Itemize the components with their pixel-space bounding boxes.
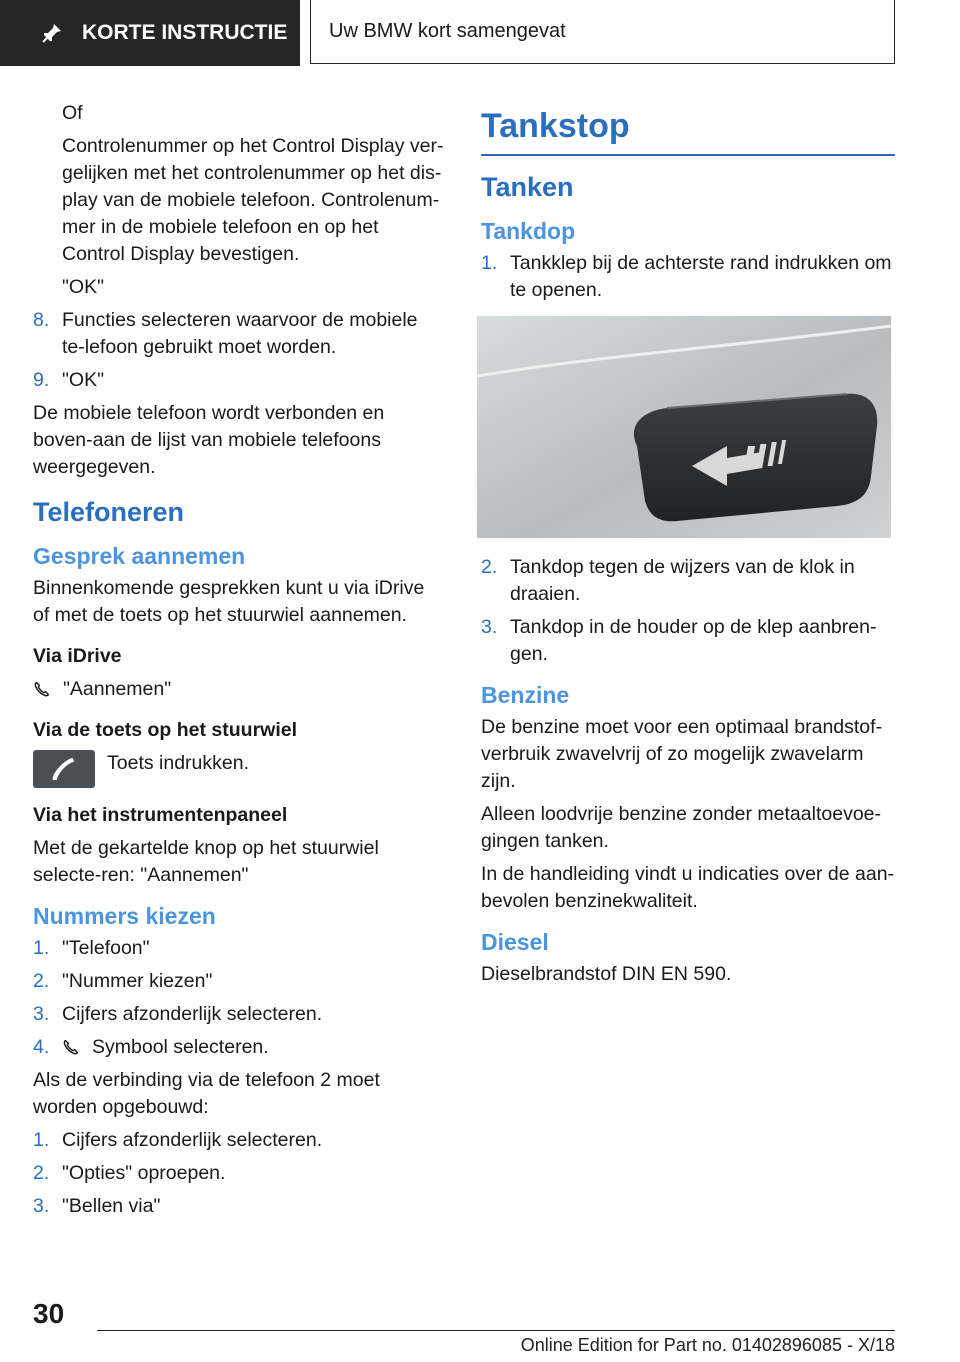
fuel-flap-photo xyxy=(477,316,891,538)
list-item xyxy=(481,554,895,608)
heading-nummers-kiezen: Nummers kiezen xyxy=(33,903,216,929)
step-text: Cijfers afzonderlijk selecteren. xyxy=(62,1129,323,1151)
of-text: Of xyxy=(62,102,83,124)
list-item xyxy=(33,1034,445,1061)
left-column xyxy=(33,100,445,1226)
diesel-paragraph: Dieselbrandstof DIN EN 590. xyxy=(481,963,732,985)
steering-phone-button-icon xyxy=(33,750,95,788)
step-text: "Nummer kiezen" xyxy=(62,970,213,992)
benzine-paragraph-3: In de handleiding vindt u indicaties over de aan-bevolen benzinekwaliteit. xyxy=(481,863,895,912)
step-number: 1. xyxy=(33,1129,50,1151)
step-text-with-icon xyxy=(62,1034,269,1061)
phone-icon xyxy=(62,1038,80,1056)
step-number: 2. xyxy=(33,1162,50,1184)
section-tab-label: KORTE INSTRUCTIE xyxy=(82,21,288,44)
list-item xyxy=(33,968,445,995)
idrive-line xyxy=(33,676,445,703)
step-number: 3. xyxy=(481,616,498,638)
footer-divider xyxy=(97,1330,895,1331)
section-tab xyxy=(0,0,300,66)
idrive-text: "Aannemen" xyxy=(63,678,172,700)
section-title xyxy=(310,0,895,64)
page-number: 30 xyxy=(33,1298,65,1329)
pin-icon xyxy=(40,21,64,45)
stuurwiel-line xyxy=(33,750,445,788)
list-item xyxy=(33,1193,445,1220)
edition-text: Online Edition for Part no. 01402896085 - X/18 xyxy=(520,1335,895,1355)
step-number: 9. xyxy=(33,369,50,391)
step-text: Functies selecteren waarvoor de mobiele te-lefoon gebruikt moet worden. xyxy=(62,309,418,358)
ok-text: "OK" xyxy=(62,276,105,298)
list-item xyxy=(33,307,445,361)
step-text: "OK" xyxy=(62,369,105,391)
list-item xyxy=(33,367,445,394)
step-number: 2. xyxy=(33,970,50,992)
step-text: Tankdop in de houder op de klep aanbren-gen. xyxy=(510,616,877,665)
step-text: "Bellen via" xyxy=(62,1195,161,1217)
heading-via-idrive: Via iDrive xyxy=(33,645,122,667)
gesprek-paragraph: Binnenkomende gesprekken kunt u via iDrive of met de toets op het stuurwiel aannemen. xyxy=(33,577,425,626)
heading-gesprek-aannemen: Gesprek aannemen xyxy=(33,543,246,569)
heading-benzine: Benzine xyxy=(481,682,570,708)
step-number: 4. xyxy=(33,1036,50,1058)
step-number: 2. xyxy=(481,556,498,578)
connected-paragraph: De mobiele telefoon wordt verbonden en boven-aan de lijst van mobiele telefoons weergegeven. xyxy=(33,402,385,478)
right-column xyxy=(481,100,895,994)
heading-via-stuurwiel: Via de toets op het stuurwiel xyxy=(33,719,298,741)
via-phone2-paragraph: Als de verbinding via de telefoon 2 moet worden opgebouwd: xyxy=(33,1069,380,1118)
step-number: 1. xyxy=(481,252,498,274)
step-text: Tankdop tegen de wijzers van de klok in draaien. xyxy=(510,556,855,605)
step-text: "Telefoon" xyxy=(62,937,150,959)
step-number: 3. xyxy=(33,1195,50,1217)
list-item xyxy=(481,614,895,668)
heading-telefoneren: Telefoneren xyxy=(33,497,185,527)
heading-tankdop: Tankdop xyxy=(481,218,576,244)
control-number-paragraph: Controlenummer op het Control Display ver-gelijken met het controlenummer op het dis-play van de mobiele telefoon. Controlenum-mer in de mobiele telefoon en op het Control Display bevestigen. xyxy=(62,135,444,265)
heading-via-instrumentenpaneel: Via het instrumentenpaneel xyxy=(33,804,288,826)
step-text: Symbool selecteren. xyxy=(92,1036,269,1058)
heading-tankstop: Tankstop xyxy=(481,106,895,156)
step-number: 3. xyxy=(33,1003,50,1025)
heading-tanken: Tanken xyxy=(481,172,574,202)
step-number: 8. xyxy=(33,309,50,331)
list-item xyxy=(33,1160,445,1187)
list-item xyxy=(33,1127,445,1154)
list-item xyxy=(481,250,895,304)
section-title-text: Uw BMW kort samengevat xyxy=(329,20,566,42)
step-text: "Opties" oproepen. xyxy=(62,1162,226,1184)
step-number: 1. xyxy=(33,937,50,959)
step-text: Cijfers afzonderlijk selecteren. xyxy=(62,1003,323,1025)
list-item xyxy=(33,935,445,962)
heading-diesel: Diesel xyxy=(481,929,549,955)
instrument-paragraph: Met de gekartelde knop op het stuurwiel selecte-ren: "Aannemen" xyxy=(33,837,379,886)
benzine-paragraph-2: Alleen loodvrije benzine zonder metaaltoevoe-gingen tanken. xyxy=(481,803,881,852)
benzine-paragraph-1: De benzine moet voor een optimaal brandstof-verbruik zwavelvrij of zo mogelijk zwavelarm zijn. xyxy=(481,716,883,792)
list-item xyxy=(33,1001,445,1028)
stuurwiel-text: Toets indrukken. xyxy=(107,752,249,774)
phone-icon xyxy=(33,680,51,698)
step-text: Tankklep bij de achterste rand indrukken om te openen. xyxy=(510,252,892,301)
